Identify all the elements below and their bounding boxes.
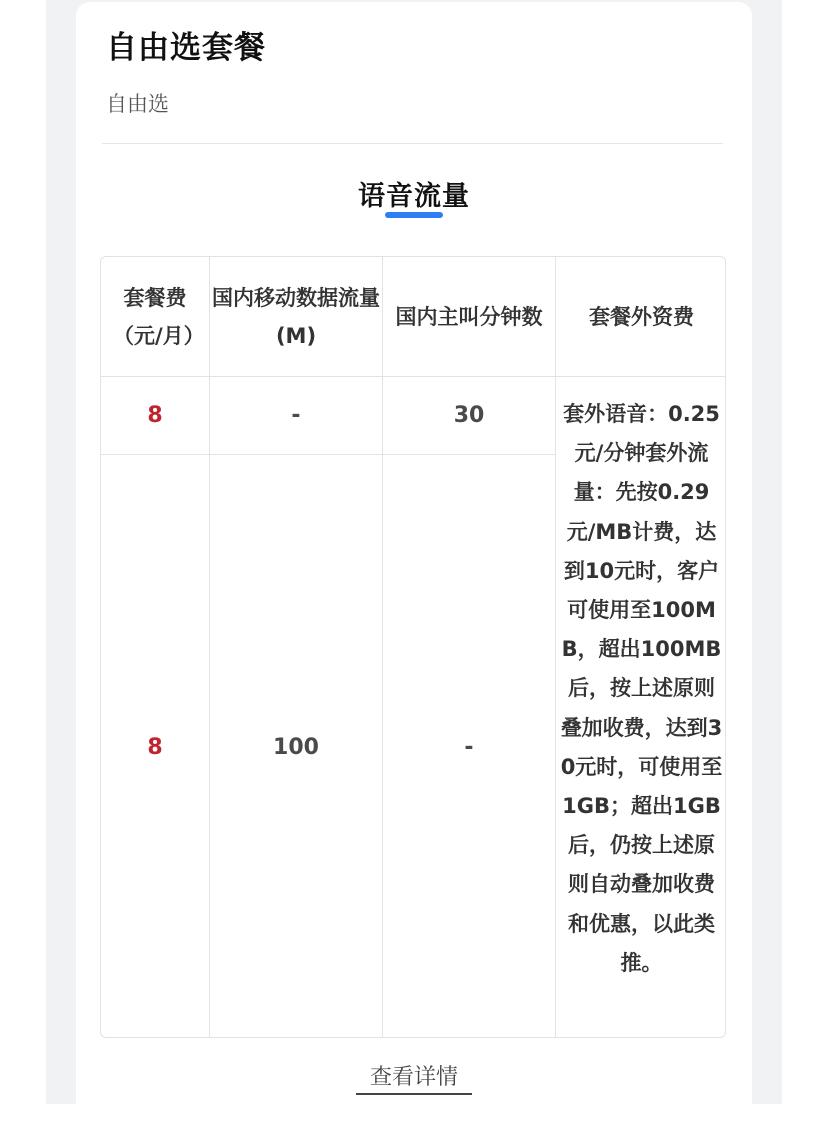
plan-subtitle: 自由选 (106, 92, 169, 116)
table-cell-minutes: - (464, 734, 474, 760)
table-cell-fee: 8 (147, 403, 163, 428)
pricing-table (100, 256, 726, 1038)
tab-indicator (385, 212, 443, 218)
table-cell-extra-fee: 套外语音：0.25元/分钟套外流量：先按0.29元/MB计费，达到10元时，客户可使用至100MB，超出100MB后，按上述原则叠加收费，达到30元时，可使用至1GB；超出1GB后，仍按上述原则自动叠加收费和优惠，以此类推。 (560, 402, 723, 975)
table-header-data: 国内移动数据流量(M) (212, 285, 380, 348)
table-header-fee: 套餐费（元/月） (113, 285, 205, 348)
table-cell-fee: 8 (147, 734, 163, 760)
table-header-extra-fee: 套餐外资费 (589, 304, 694, 329)
table-cell-data: 100 (273, 734, 319, 760)
divider (102, 143, 723, 144)
view-details-link[interactable]: 查看详情 (356, 1060, 472, 1095)
plan-title: 自由选套餐 (106, 30, 266, 66)
table-cell-data: - (291, 403, 301, 428)
table-cell-minutes: 30 (453, 403, 485, 428)
table-header-minutes: 国内主叫分钟数 (395, 304, 543, 329)
tab-voice-data[interactable]: 语音流量 (358, 181, 470, 212)
